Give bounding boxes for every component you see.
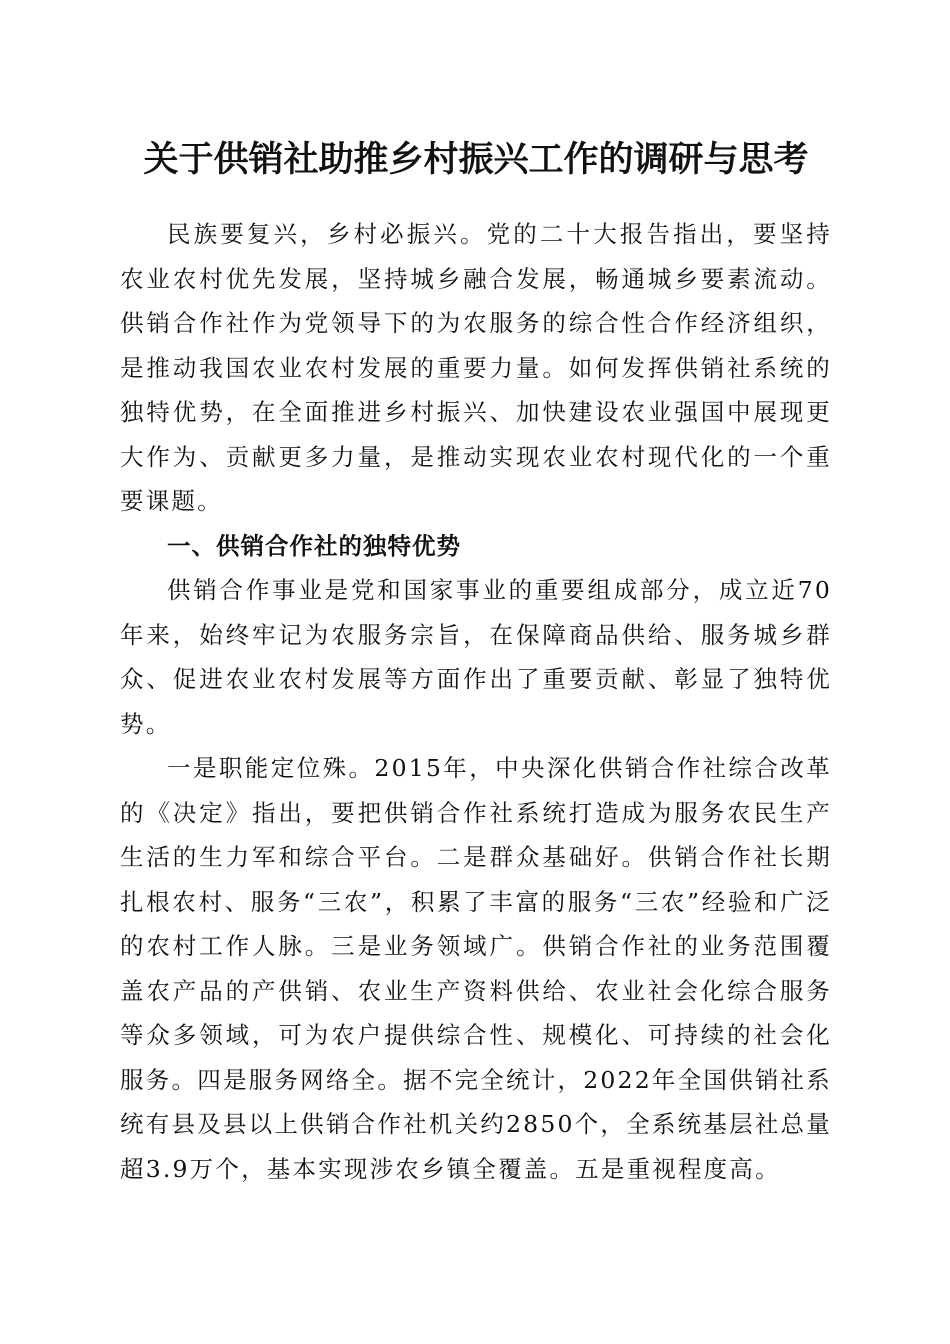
intro-paragraph: 民族要复兴，乡村必振兴。党的二十大报告指出，要坚持农业农村优先发展，坚持城乡融合发展，畅通城乡要素流动。供销合作社作为党领导下的为农服务的综合性合作经济组织，是推动我国农业农村发展的重要力量。如何发挥供销社系统的独特优势，在全面推进乡村振兴、加快建设农业强国中展现更大作为、贡献更多力量，是推动实现农业农村现代化的一个重要课题。 [120,220,832,515]
document-page [120,130,832,1191]
body-paragraph: 一是职能定位殊。2015年，中央深化供销合作社综合改革的《决定》指出，要把供销合作社系统打造成为服务农民生产生活的生力军和综合平台。二是群众基础好。供销合作社长期扎根农村、服务“三农”，积累了丰富的服务“三农”经验和广泛的农村工作人脉。三是业务领域广。供销合作社的业务范围覆盖农产品的产供销、农业生产资料供给、农业社会化综合服务等众多领域，可为农户提供综合性、规模化、可持续的社会化服务。四是服务网络全。据不完全统计，2022年全国供销社系统有县及县以上供销合作社机关约2850个，全系统基层社总量超3.9万个，基本实现涉农乡镇全覆盖。五是重视程度高。 [120,754,832,1183]
document-title: 关于供销社助推乡村振兴工作的调研与思考 [143,139,809,180]
body-paragraph: 供销合作事业是党和国家事业的重要组成部分，成立近70年来，始终牢记为农服务宗旨，在保障商品供给、服务城乡群众、促进农业农村发展等方面作出了重要贡献、彰显了独特优势。 [120,576,832,738]
section-heading: 一、供销合作社的独特优势 [167,531,461,560]
